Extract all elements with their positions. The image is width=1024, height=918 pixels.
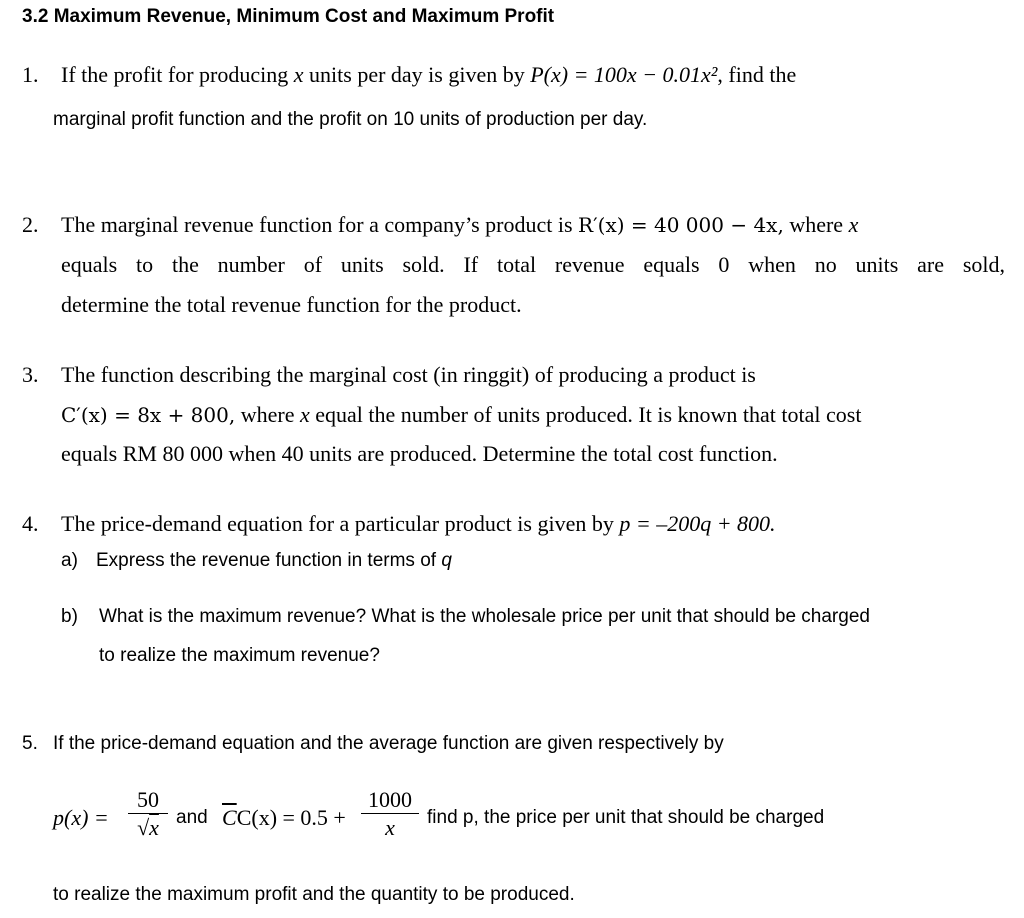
question-number: 4. xyxy=(22,511,39,536)
price-numerator: 50 xyxy=(137,787,159,812)
cost-denominator: x xyxy=(361,813,419,842)
question-2-line-1: The marginal revenue function for a company’s product is R′(x) = 40 000 − 4x, where x xyxy=(61,212,859,237)
question-4a-label: a) xyxy=(61,550,78,571)
question-5-line-3: to realize the maximum profit and the quantity to be produced. xyxy=(53,884,575,905)
section-title: 3.2 Maximum Revenue, Minimum Cost and Maximum Profit xyxy=(22,6,555,27)
marginal-revenue-formula: R′(x) = 40 000 − 4x, xyxy=(578,213,784,237)
question-1-line-1: If the profit for producing x units per day is given by P(x) = 100x − 0.01x², find the xyxy=(61,62,797,87)
question-3-line-1: The function describing the marginal cost (in ringgit) of producing a product is xyxy=(61,362,756,387)
average-cost-symbol: $\overline{C}$ xyxy=(222,805,237,830)
question-4b-line-2: to realize the maximum revenue? xyxy=(99,645,380,666)
sqrt-symbol: √ xyxy=(137,815,150,840)
price-function-fraction xyxy=(128,787,168,842)
average-cost-lhs: $\overline{C}C(x) = 0.5$ + xyxy=(222,805,346,830)
question-5-line-1: If the price-demand equation and the average function are given respectively by xyxy=(53,733,724,754)
question-4a-text: Express the revenue function in terms of q xyxy=(96,550,452,571)
question-1-line-2: marginal profit function and the profit on 10 units of production per day. xyxy=(53,109,648,130)
question-2-line-3: determine the total revenue function for the product. xyxy=(61,292,522,317)
question-4b-label: b) xyxy=(61,606,78,627)
question-number: 5. xyxy=(22,733,38,754)
question-3-line-2: C′(x) = 8x + 800, where x equal the number of units produced. It is known that total cost xyxy=(61,402,862,427)
question-4b-line-1: What is the maximum revenue? What is the wholesale price per unit that should be charged xyxy=(99,606,870,627)
price-demand-formula: p = –200q + 800. xyxy=(619,511,776,536)
question-2-line-2: equals to the number of units sold. If total revenue equals 0 when no units are sold, xyxy=(61,252,1005,277)
profit-formula: P(x) = 100x − 0.01x² xyxy=(530,62,718,87)
price-function-lhs: p(x) = xyxy=(53,805,109,830)
question-3-line-3: equals RM 80 000 when 40 units are produced. Determine the total cost function. xyxy=(61,441,778,466)
question-5-find-text: find p, the price per unit that should be charged xyxy=(427,807,825,828)
and-text: and xyxy=(176,807,208,828)
question-number: 1. xyxy=(22,62,39,87)
average-cost-fraction xyxy=(361,787,419,842)
question-number: 3. xyxy=(22,362,39,387)
question-4-line-1: The price-demand equation for a particular product is given by p = –200q + 800. xyxy=(61,511,776,536)
question-number: 2. xyxy=(22,212,39,237)
price-denominator: √x xyxy=(128,813,168,842)
marginal-cost-formula: C′(x) = 8x + 800, xyxy=(61,403,236,427)
cost-numerator: 1000 xyxy=(368,787,412,812)
